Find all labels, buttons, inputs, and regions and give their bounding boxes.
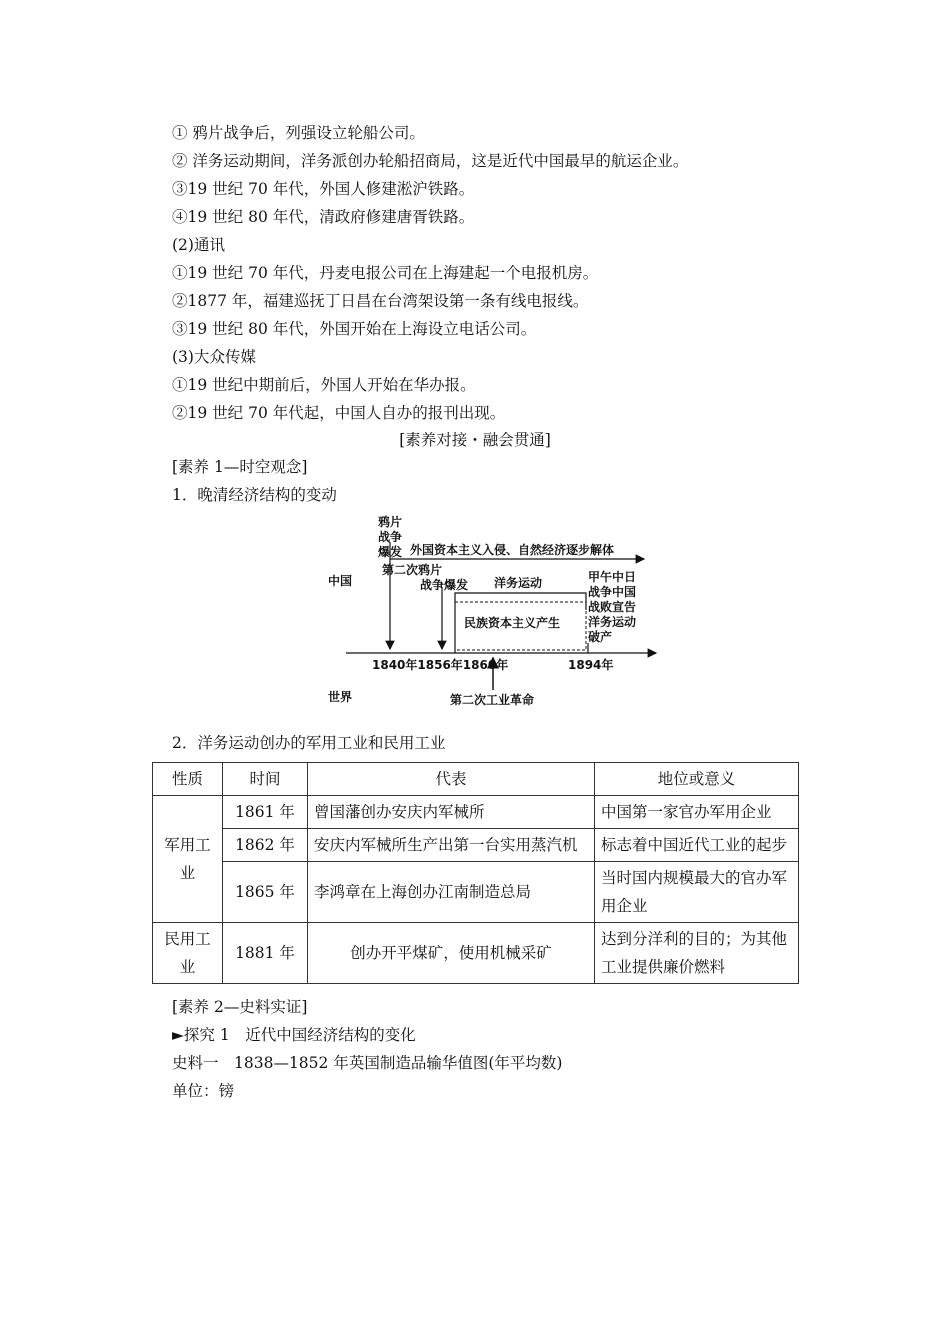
header-time: 时间 bbox=[223, 763, 308, 796]
jiawu-line-5: 破产 bbox=[588, 630, 613, 644]
media-heading: (3)大众传媒 bbox=[172, 348, 256, 366]
transport-item-2: ② 洋务运动期间，洋务派创办轮船招商局，这是近代中国最早的航运企业。 bbox=[172, 152, 689, 170]
media-item-2: ②19 世纪 70 年代起，中国人自办的报刊出现。 bbox=[172, 404, 506, 422]
explore-heading: ►探究 1 近代中国经济结构的变化 bbox=[172, 1026, 416, 1044]
invasion-label: 外国资本主义入侵、自然经济逐步解体 bbox=[410, 543, 615, 557]
table-header-row bbox=[153, 763, 799, 796]
header-significance: 地位或意义 bbox=[595, 763, 799, 796]
row-sig: 标志着中国近代工业的起步 bbox=[595, 829, 799, 862]
second-opium-line-2: 战争爆发 bbox=[420, 578, 469, 592]
ind-rev-label: 第二次工业革命 bbox=[450, 693, 535, 707]
world-label: 世界 bbox=[328, 690, 353, 704]
suyang-1-heading: [素养 1—时空观念] bbox=[172, 458, 308, 476]
civil-label: 民用工业 bbox=[153, 923, 223, 984]
second-opium-line-1: 第二次鸦片 bbox=[382, 563, 443, 577]
china-label: 中国 bbox=[328, 574, 353, 588]
transport-item-1: ① 鸦片战争后，列强设立轮船公司。 bbox=[172, 124, 425, 142]
comm-item-2: ②1877 年，福建巡抚丁日昌在台湾架设第一条有线电报线。 bbox=[172, 292, 589, 310]
row-time: 1865 年 bbox=[223, 862, 308, 923]
year-1894-label: 1894年 bbox=[568, 658, 614, 672]
item-2-heading: 2．洋务运动创办的军用工业和民用工业 bbox=[172, 734, 446, 752]
comm-item-1: ①19 世纪 70 年代，丹麦电报公司在上海建起一个电报机房。 bbox=[172, 264, 599, 282]
header-nature: 性质 bbox=[153, 763, 223, 796]
row-sig: 当时国内规模最大的官办军用企业 bbox=[595, 862, 799, 923]
section-title: [素养对接・融会贯通] bbox=[399, 431, 551, 449]
yangwu-label: 洋务运动 bbox=[494, 576, 543, 590]
industry-table bbox=[152, 762, 799, 984]
suyang-2-heading: [素养 2—史料实证] bbox=[172, 998, 308, 1016]
table-row bbox=[153, 862, 799, 923]
opium-war-line-2: 战争 bbox=[378, 530, 403, 544]
row-time: 1881 年 bbox=[223, 923, 308, 984]
table-row bbox=[153, 796, 799, 829]
years-label: 1840年1856年1860年 bbox=[372, 658, 509, 672]
jiawu-line-4: 洋务运动 bbox=[588, 615, 637, 629]
opium-war-line-3: 爆发 bbox=[378, 545, 403, 559]
unit-label: 单位：镑 bbox=[172, 1082, 235, 1100]
comm-item-3: ③19 世纪 80 年代，外国开始在上海设立电话公司。 bbox=[172, 320, 537, 338]
transport-item-3: ③19 世纪 70 年代，外国人修建淞沪铁路。 bbox=[172, 180, 475, 198]
media-item-1: ①19 世纪中期前后，外国人开始在华办报。 bbox=[172, 376, 476, 394]
comm-heading: (2)通讯 bbox=[172, 236, 225, 254]
row-time: 1861 年 bbox=[223, 796, 308, 829]
source-1-caption: 史料一 1838—1852 年英国制造品输华值图(年平均数) bbox=[172, 1054, 563, 1072]
row-rep: 曾国藩创办安庆内军械所 bbox=[308, 796, 595, 829]
opium-war-line-1: 鸦片 bbox=[378, 515, 403, 529]
economic-structure-diagram bbox=[318, 512, 663, 712]
row-sig: 达到分洋利的目的；为其他工业提供廉价燃料 bbox=[595, 923, 799, 984]
header-representative: 代表 bbox=[308, 763, 595, 796]
item-1-heading: 1．晚清经济结构的变动 bbox=[172, 486, 337, 504]
row-rep: 李鸿章在上海创办江南制造总局 bbox=[308, 862, 595, 923]
jiawu-line-3: 战败宣告 bbox=[588, 600, 637, 614]
row-time: 1862 年 bbox=[223, 829, 308, 862]
row-rep: 安庆内军械所生产出第一台实用蒸汽机 bbox=[308, 829, 595, 862]
jiawu-line-2: 战争中国 bbox=[588, 585, 637, 599]
military-label: 军用工业 bbox=[153, 796, 223, 923]
table-row bbox=[153, 829, 799, 862]
minzu-label: 民族资本主义产生 bbox=[464, 616, 561, 630]
row-rep: 创办开平煤矿，使用机械采矿 bbox=[308, 923, 595, 984]
table-row bbox=[153, 923, 799, 984]
transport-item-4: ④19 世纪 80 年代，清政府修建唐胥铁路。 bbox=[172, 208, 475, 226]
jiawu-line-1: 甲午中日 bbox=[588, 570, 637, 584]
row-sig: 中国第一家官办军用企业 bbox=[595, 796, 799, 829]
